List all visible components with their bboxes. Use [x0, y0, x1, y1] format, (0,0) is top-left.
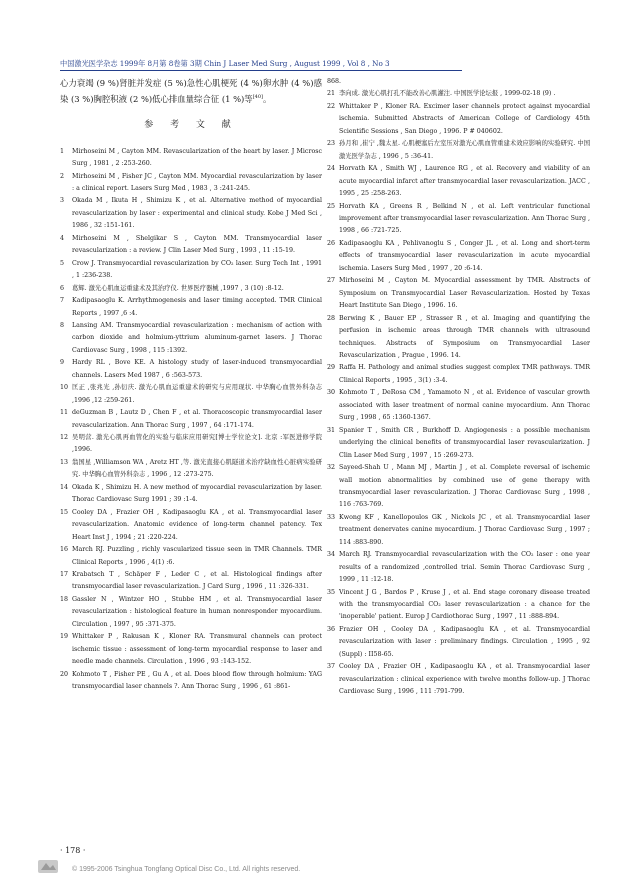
reference-text: Horvath KA , Smith WJ , Laurence RG , et al. Recovery and viability of an acute myocardial infarct after transmyocardial laser revascularization. JACC , 1995 , 25 :258-263. [339, 165, 590, 198]
reference-number: 8 [60, 321, 65, 329]
reference-number: 33 [327, 513, 336, 521]
reference-item [327, 549, 590, 586]
reference-continuation [327, 76, 590, 88]
reference-number: 10 [60, 384, 69, 392]
reference-number: 9 [60, 359, 65, 367]
reference-item [60, 669, 322, 694]
reference-item [60, 320, 322, 357]
reference-number: 18 [60, 595, 69, 603]
reference-item [60, 171, 322, 196]
reference-item [327, 88, 590, 100]
reference-text: Cooley DA , Frazier OH , Kadipasaoglu KA , et al. Transmyocardial laser revascularization. Anatomic evidence of long-term channel patency. Tex Heart Inst J , 1994 ; 21 :220-224. [72, 508, 322, 541]
reference-text: March RJ. Puzzling , richly vascularized tissue seen in TMR Channels. TMR Clinical Reports , 1996 , 4(1) :6. [72, 546, 322, 566]
references-title: 参 考 文 献 [144, 119, 238, 130]
reference-item [327, 163, 590, 200]
running-header: 中国激光医学杂志 1999年 8月第 8卷第 3期 Chin J Laser Med Surg , August 1999 , Vol 8 , No 3 [60, 59, 390, 68]
reference-item [327, 238, 590, 275]
reference-number: 17 [60, 571, 69, 579]
reference-item [60, 233, 322, 258]
reference-text: Frazier OH , Cooley DA , Kadipasaoglu KA , et al. Transmyocardial revascularization with laser : preliminary findings. Circulation , 1995 , 92 (Suppl) : II58-65. [339, 625, 590, 658]
reference-item [327, 313, 590, 363]
reference-item [60, 283, 322, 295]
reference-number: 12 [60, 434, 69, 442]
reference-item [327, 387, 590, 424]
reference-number: 27 [327, 277, 336, 285]
reference-text: Whittaker P , Kloner RA. Excimer laser channels protect against myocardial ischemia. Submitted Abstracts of American College of Cardiology 45th Scientific Sessions , San Diego , 1996. P # 040602. [339, 102, 590, 135]
reference-item [60, 594, 322, 631]
reference-number: 14 [60, 483, 69, 491]
reference-text: Okada K , Shimizu H. A new method of myocardial revascularization by laser. Thorac Cardiovasc Surg 1991 ; 39 :1-4. [72, 483, 322, 504]
reference-number: 7 [60, 297, 65, 305]
intro-citation: [40] [252, 94, 263, 101]
reference-text: Kwong KF , Kanellopoulos GK , Nickols JC , et al. Transmyocardial laser treatment denervates canine myocardium. J Thorac Cardiovasc Surg , 1997 ; 114 :883-890. [339, 513, 590, 546]
reference-number: 29 [327, 364, 336, 372]
reference-item [60, 569, 322, 594]
reference-number: 31 [327, 426, 336, 434]
reference-item [327, 624, 590, 661]
reference-number: 1 [60, 147, 65, 155]
reference-number: 23 [327, 140, 336, 148]
reference-text: 李向成. 激光心肌打孔不能改善心肌灌注. 中国医学论坛报 , 1999-02-18 (9) . [339, 90, 556, 98]
reference-text: 吴明营. 激光心肌再血管化的实验与临床应用研究[博士学位论文]. 北京 :军医进修学院 ,1996. [72, 434, 322, 454]
right-reference-list [327, 88, 590, 698]
reference-text: Whittaker P , Rakusan K , Kloner RA. Transmural channels can protect ischemic tissue : assessment of long-term myocardial response to laser and needle made channels. Circulation , 1996 , 93 :143-152. [72, 633, 322, 666]
reference-item [327, 512, 590, 549]
reference-text: Mirhoseini M , Shelgikar S , Cayton MM. Transmyocardial laser revascularization : a review. J Clin Laser Med Surg , 1993 , 11 :15-19. [72, 234, 322, 255]
reference-text: Kohmoto T , DeRosa CM , Yamamoto N , et al. Evidence of vascular growth associated with laser treatment of normal canine myocardium. Ann Thorac Surg , 1998 , 65 :1360-1367. [339, 389, 590, 422]
reference-item [327, 362, 590, 387]
reference-number: 32 [327, 464, 336, 472]
reference-item [60, 407, 322, 432]
reference-text: Sayeed-Shah U , Mann MJ , Martin J , et al. Complete reversal of ischemic wall motion abnormalities by combined use of gene therapy with transmyocardial laser revascularization. J Thorac Cardiovasc Surg , 1998 , 116 :763-769. [339, 464, 590, 509]
header-rule [60, 70, 462, 71]
reference-text: Kohmoto T , Fisher PE , Gu A , et al. Does blood flow through holmium: YAG transmyocardial laser channels ?. Ann Thorac Surg , 1996 , 61 :861- [72, 670, 322, 691]
reference-item [327, 275, 590, 312]
reference-item [60, 432, 322, 457]
reference-number: 25 [327, 202, 336, 210]
reference-item [60, 382, 322, 407]
intro-text: 心力衰竭 (9 %)肾脏并发症 (5 %)急性心肌梗死 (4 %)卵水肿 (4 %)感染 (3 %)胸腔积液 (2 %)低心排血量综合征 (1 %)等 [60, 78, 322, 105]
reference-number: 13 [60, 458, 69, 466]
reference-item [327, 101, 590, 138]
reference-number: 5 [60, 259, 65, 267]
reference-text: 翁国星 ,Williamson WA , Aretz HT ,等. 激光直接心肌隧道术治疗缺血性心脏病实验研究. 中华胸心血管外科杂志 , 1996 , 12 :273-275. [72, 458, 322, 479]
reference-number: 20 [60, 670, 69, 678]
intro-end: 。 [262, 94, 272, 105]
reference-text: Spanier T , Smith CR , Burkhoff D. Angiogenesis : a possible mechanism underlying the clinical benefits of transmyocardial laser revascularization. J Clin Laser Med Surg , 1997 , 15 :269-273. [339, 426, 590, 459]
reference-number: 4 [60, 234, 65, 242]
reference-item [327, 587, 590, 624]
reference-item [327, 201, 590, 238]
reference-text: Gassler N , Wintzer HO , Stubbe HM , et al. Transmyocardial laser revascularization : histological feature in human nonresponder myocardium. Circulation , 1997 , 95 :371-375. [72, 595, 322, 628]
reference-text: 匡正 ,张兆光 ,孙衍庆. 激光心肌血运重建术的研究与应用现状. 中华胸心血管外科杂志 ,1996 ,12 :259-261. [72, 384, 322, 404]
reference-number: 28 [327, 314, 336, 322]
reference-number: 37 [327, 663, 336, 671]
reference-number: 21 [327, 90, 336, 98]
left-reference-list [60, 146, 322, 694]
reference-number: 22 [327, 102, 336, 110]
reference-text: Vincent J G , Bardos P , Kruse J , et al. End stage coronary disease treated with the transmyocardial CO₂ laser revascularization : a chance for the 'inoperable' patient. Europ J Cardiothorac Surg , 1997 , 11 :888-894. [339, 588, 590, 621]
reference-number: 6 [60, 284, 65, 292]
reference-item [60, 357, 322, 382]
reference-number: 26 [327, 239, 336, 247]
intro-paragraph [60, 76, 322, 107]
reference-text: Crow J. Transmyocardial revascularization by CO₂ laser. Surg Tech Int , 1991 , 1 :236-238. [72, 259, 322, 280]
reference-text: Mirhoseini M , Cayton MM. Revascularization of the heart by laser. J Microsc Surg , 1981 , 2 :253-260. [72, 147, 322, 168]
reference-number: 35 [327, 588, 336, 596]
reference-number: 15 [60, 508, 69, 516]
reference-number: 2 [60, 172, 65, 180]
reference-text: Hardy RL , Bove KE. A histology study of laser-induced transmyocardial channels. Lasers Med 1987 , 6 :563-573. [72, 359, 322, 379]
reference-item [60, 295, 322, 320]
reference-text: Lansing AM. Transmyocardial revascularization : mechanism of action with carbon dioxide and holmium-yttrium aluminum-garnet lasers. J Thorac Cardiovasc Surg , 1998 , 115 :1392. [72, 321, 322, 354]
reference-item [60, 146, 322, 171]
reference-text: Krabatsch T , Schäper F , Leder C , et al. Histological findings after transmyocardial laser revascularization. J Card Surg , 1996 , 11 :326-331. [72, 571, 322, 591]
reference-item [60, 544, 322, 569]
reference-text: March RJ. Transmyocardial revascularization with the CO₂ laser : one year results of a randomized ,controlled trial. Semin Thorac Cardiovasc Surg , 1999 , 11 :12-18. [339, 551, 590, 584]
page-number: · 178 · [60, 846, 86, 855]
reference-text: Raffa H. Pathology and animal studies suggest complex TMR pathways. TMR Clinical Reports , 1995 , 3(1) :3-4. [339, 364, 590, 384]
reference-number: 34 [327, 551, 336, 559]
reference-text: Okada M , Ikuta H , Shimizu K , et al. Alternative method of myocardial revascularization by laser : experimental and clinical study. Kobe J Med Sci , 1986 , 32 :151-161. [72, 197, 322, 230]
reference-text: deGuzman B , Lautz D , Chen F , et al. Thoracoscopic transmyocardial laser revascularization. Ann Thorac Surg , 1997 , 64 :171-174. [72, 409, 322, 429]
reference-number: 3 [60, 197, 65, 205]
reference-text: Kadipasaoglu K. Arrhythmogenesis and laser timing accepted. TMR Clinical Reports , 1997 ,6 :4. [72, 297, 322, 317]
reference-text: Mirhoseini M , Fisher JC , Cayton MM. Myocardial revascularization by laser : a clinical report. Lasers Surg Med , 1983 , 3 :241-245. [72, 172, 322, 192]
reference-item [60, 258, 322, 283]
reference-number: 24 [327, 165, 336, 173]
reference-text: Berwing K , Bauer EP , Strasser R , et al. Imaging and quantifying the perfusion in ischemic areas through TMR channels with ultrasound techniques. Abstracts of Symposium on Transmyocardial Laser Revascularization , Prague , 1996. 14. [339, 314, 590, 359]
reference-text: 葛辉. 激光心肌血运重建术及其治疗仪. 世界医疗器械 ,1997 , 3 (10) :8-12. [72, 284, 284, 292]
reference-text: 孙月和 ,崔宁 ,魏太星. 心肌梗塞后左室压对激光心肌血管重建术效应影响的实验研究. 中国激光医学杂志 , 1996 , 5 :36-41. [339, 140, 590, 160]
reference-number: 36 [327, 625, 336, 633]
left-column [60, 76, 322, 694]
reference-item [60, 631, 322, 668]
reference-item [60, 507, 322, 544]
reference-number: 19 [60, 633, 69, 641]
reference-number: 16 [60, 546, 69, 554]
reference-item [327, 425, 590, 462]
reference-text: Cooley DA , Frazier OH , Kadipasaoglu KA , et al. Transmyocardial laser revascularization : clinical experience with twelve months follow-up. J Thorac Cardiovasc Surg , 1996 , 111 :791-799. [339, 663, 590, 696]
publisher-logo-icon [36, 856, 60, 876]
right-column [327, 76, 590, 699]
reference-number: 11 [60, 409, 69, 417]
reference-number: 30 [327, 389, 336, 397]
reference-item [60, 482, 322, 507]
reference-item [327, 462, 590, 512]
reference-item [60, 195, 322, 232]
copyright-footer: © 1995-2006 Tsinghua Tongfang Optical Disc Co., Ltd. All rights reserved. [72, 866, 301, 873]
reference-text: Mirhoseini M , Cayton M. Myocardial assessment by TMR. Abstracts of Symposium on Transmyocardial Laser Revascularization. Hosted by Texas Heart Institute San Diego , 1996. 16. [339, 277, 590, 310]
reference-text: Horvath KA , Greens R , Belkind N , et al. Left ventricular functional improvement after transmyocardial laser revascularization. Ann Thorac Surg , 1998 , 66 :721-725. [339, 202, 591, 235]
reference-continuation-text: 868. [327, 78, 342, 85]
reference-text: Kadipasaoglu KA , Pehlivanoglu S , Conger JL , et al. Long and short-term effects of transmyocardial laser revascularization in acute myocardial ischemia. Lasers Surg Med , 1997 , 20 :6-14. [339, 239, 590, 272]
reference-item [327, 138, 590, 163]
reference-item [60, 457, 322, 482]
reference-item [327, 661, 590, 698]
